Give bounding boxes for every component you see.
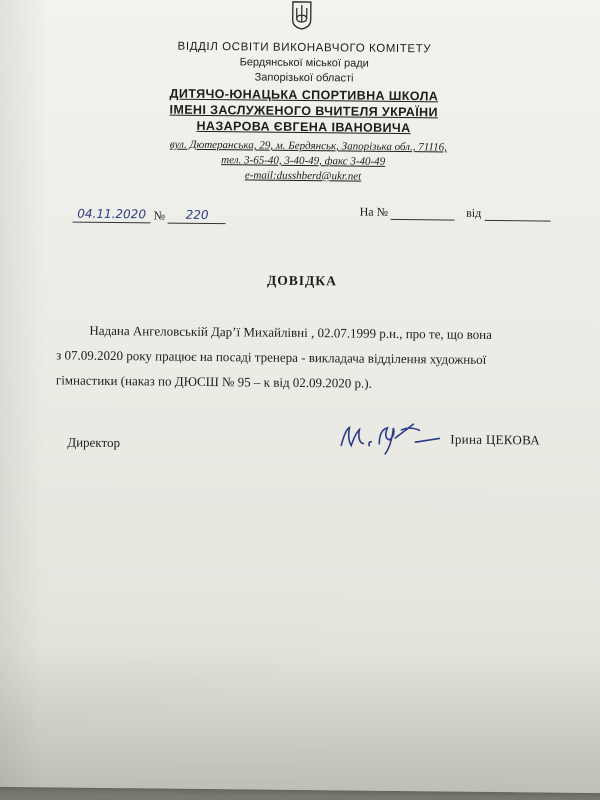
signatory-name: Ірина ЦЕКОВА xyxy=(450,431,541,448)
header-phones: тел. 3-65-40, 3-40-49, факс 3-40-49 xyxy=(221,154,386,168)
handwritten-signature xyxy=(335,415,445,458)
outgoing-number-label: № xyxy=(153,208,166,223)
header-email: e-mail:dusshberd@ukr.net xyxy=(244,169,362,183)
document-body xyxy=(56,317,567,397)
header-region: Запорізької області xyxy=(254,71,354,85)
header-school-name-2: ІМЕНІ ЗАСЛУЖЕНОГО ВЧИТЕЛЯ УКРАЇНИ xyxy=(169,102,438,120)
incoming-date-label: від xyxy=(466,205,482,220)
header-school-name-1: ДИТЯЧО-ЮНАЦЬКА СПОРТИВНА ШКОЛА xyxy=(169,86,439,104)
incoming-number-blank xyxy=(391,219,455,221)
incoming-date-blank xyxy=(484,220,550,222)
document-title: ДОВІДКА xyxy=(266,272,337,289)
incoming-number-label: На № xyxy=(359,204,389,219)
outgoing-reference xyxy=(73,207,227,225)
header-school-name-3: НАЗАРОВА ЄВГЕНА ІВАНОВИЧА xyxy=(196,118,411,136)
outgoing-number: 220 xyxy=(185,207,209,223)
header-department: ВІДДІЛ ОСВІТИ ВИКОНАВЧОГО КОМІТЕТУ xyxy=(177,40,432,56)
outgoing-date: 04.11.2020 xyxy=(77,206,147,222)
body-line-3: гімнастики (наказ по ДЮСШ № 95 – к від 02.09.2020 р.). xyxy=(55,372,373,391)
coat-of-arms-icon xyxy=(291,0,313,30)
body-line-2: з 07.09.2020 року працює на посаді тренера - викладача відділення художньої xyxy=(56,347,487,367)
incoming-reference xyxy=(360,205,551,222)
header-city-council: Бердянської міської ради xyxy=(239,56,369,70)
header-address: вул. Дютеранська, 29, м. Бердянськ, Запорізька обл., 71116, xyxy=(169,138,447,154)
body-line-1: Надана Ангеловській Дар’ї Михайлівні , 02.07.1999 р.н., про те, що вона xyxy=(89,322,493,342)
signatory-position: Директор xyxy=(67,434,121,451)
